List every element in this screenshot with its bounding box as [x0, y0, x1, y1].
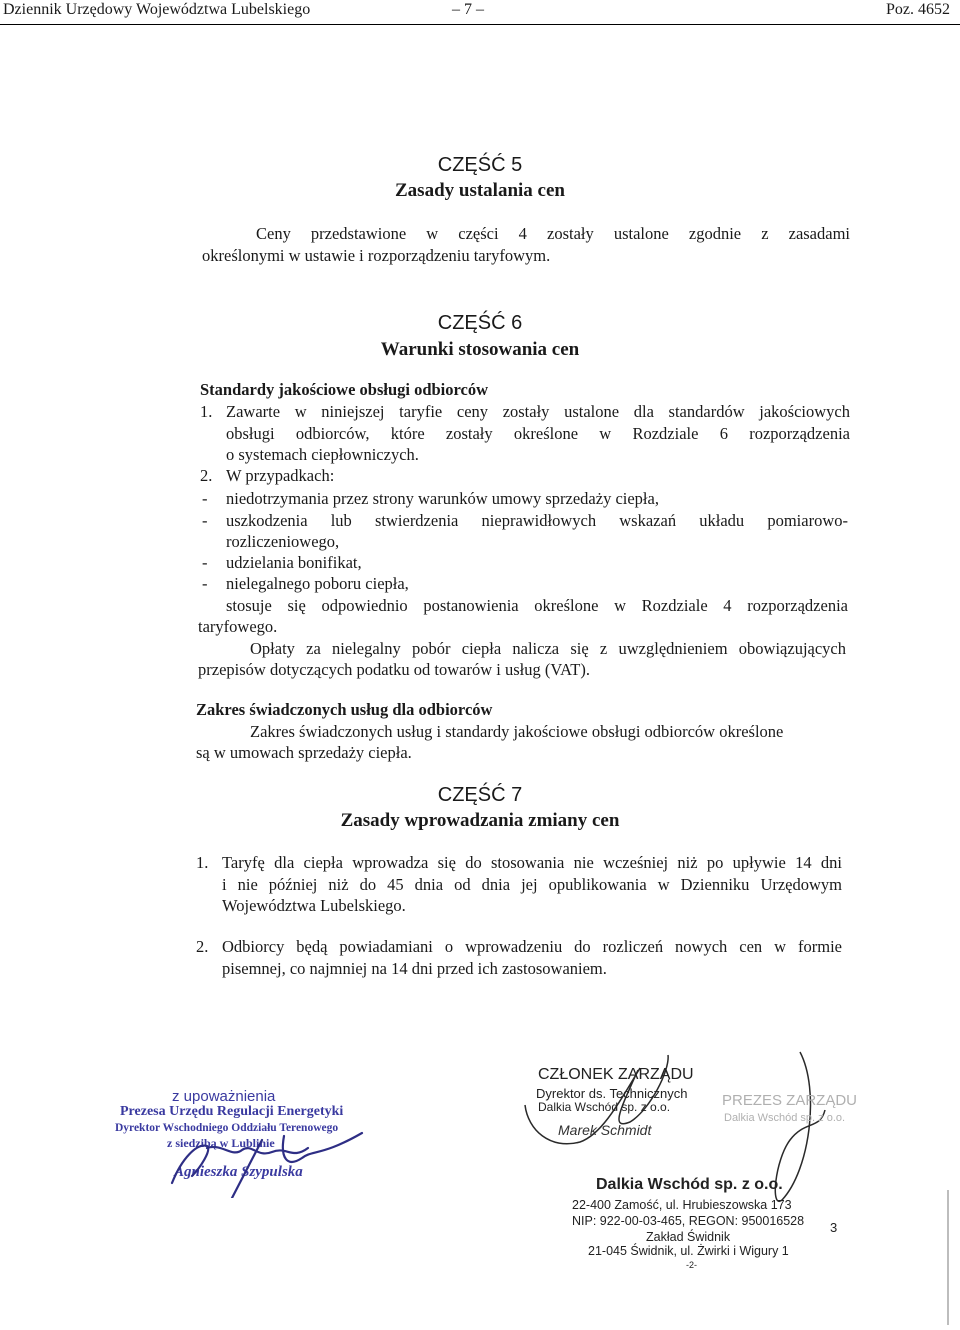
item-text-line: i nie później niż do 45 dnia od dnia jej opublikowania w Dzienniku Urzędowym	[222, 875, 842, 894]
stamp-line: z siedzibą w Lublinie	[167, 1136, 275, 1150]
item-text-line: Odbiorcy będą powiadamiani o wprowadzeniu do rozliczeń nowych cen w formie	[222, 937, 842, 956]
part6-subheading-standards: Standardy jakościowe obsługi odbiorców	[200, 380, 489, 399]
bullet-dash: -	[202, 489, 208, 508]
page-header	[0, 0, 960, 25]
journal-title: Dziennik Urzędowy Województwa Lubelskiego	[3, 1, 311, 18]
bullet-text: udzielania bonifikat,	[226, 553, 362, 572]
company-name: Dalkia Wschód sp. z o.o.	[596, 1176, 783, 1193]
item-text-line: Zawarte w niniejszej taryfie ceny zostały ustalone dla standardów jakościowych	[226, 402, 850, 421]
item-text-line: Województwa Lubelskiego.	[222, 896, 406, 915]
part5-number: CZĘŚĆ 5	[437, 154, 523, 176]
company-stamp	[520, 1050, 880, 1290]
part5-paragraph-line: Ceny przedstawione w części 4 zostały ustalone zgodnie z zasadami	[256, 224, 850, 243]
bullet-dash: -	[202, 553, 208, 572]
company-ids: NIP: 922-00-03-465, REGON: 950016528	[572, 1214, 805, 1228]
item-text-line: pisemnej, co najmniej na 14 dni przed ich zastosowaniem.	[222, 959, 607, 978]
stamp-company-small: Dalkia Wschód sp. z o.o.	[538, 1100, 671, 1114]
part6-title: Warunki stosowania cen	[380, 339, 580, 360]
stamp-line: Dyrektor Wschodniego Oddziału Terenowego	[115, 1122, 339, 1134]
item-text-line: obsługi odbiorców, które zostały określone w Rozdziale 6 rozporządzenia	[226, 424, 850, 443]
original-page-number: 3	[830, 1220, 838, 1235]
paragraph-line: przepisów dotyczących podatku od towarów i usług (VAT).	[198, 660, 590, 679]
stamp-title: Dyrektor ds. Technicznych	[536, 1086, 688, 1101]
item-number: 2.	[200, 466, 213, 485]
item-number: 1.	[196, 853, 209, 872]
faint-stamp-role: PREZES ZARZĄDU	[722, 1092, 858, 1109]
part7-title: Zasady wprowadzania zmiany cen	[340, 810, 620, 831]
stamp-role: CZŁONEK ZARZĄDU	[538, 1066, 694, 1083]
bullet-text: niedotrzymania przez strony warunków umowy sprzedaży ciepła,	[226, 489, 659, 508]
page-number: – 7 –	[452, 1, 484, 18]
item-number: 1.	[200, 402, 213, 421]
plant-name: Zakład Świdnik	[646, 1230, 731, 1244]
company-address: 22-400 Zamość, ul. Hrubieszowska 173	[572, 1198, 792, 1212]
stamp-signer-name: Marek Schmidt	[558, 1122, 652, 1138]
scan-edge-line	[947, 1190, 949, 1325]
part5-title: Zasady ustalania cen	[395, 180, 565, 201]
part6-number: CZĘŚĆ 6	[437, 312, 523, 334]
stamp-line: z upoważnienia	[172, 1088, 276, 1105]
bullet-dash: -	[202, 511, 208, 530]
plant-address: 21-045 Świdnik, ul. Żwirki i Wigury 1	[588, 1244, 789, 1258]
paragraph-line: stosuje się odpowiednio postanowienia określone w Rozdziale 4 rozporządzenia	[226, 596, 848, 615]
part5-paragraph-line: określonymi w ustawie i rozporządzeniu taryfowym.	[202, 246, 551, 265]
stamp-line: Prezesa Urzędu Regulacji Energetyki	[120, 1104, 344, 1119]
position-number: Poz. 4652	[886, 1, 950, 18]
bullet-dash: -	[202, 574, 208, 593]
faint-stamp-company: Dalkia Wschód sp. z o.o.	[724, 1112, 846, 1124]
item-number: 2.	[196, 937, 209, 956]
paragraph-line: Zakres świadczonych usług i standardy jakościowe obsługi odbiorców określone	[250, 722, 784, 741]
paragraph-line: są w umowach sprzedaży ciepła.	[196, 743, 412, 762]
part6-subheading-scope: Zakres świadczonych usług dla odbiorców	[196, 700, 493, 719]
paragraph-line: Opłaty za nielegalny pobór ciepła nalicza się z uwzględnieniem obowiązujących	[250, 639, 846, 658]
item-text-line: W przypadkach:	[226, 466, 335, 485]
handwritten-signature-left	[112, 1088, 372, 1198]
item-text-line: o systemach ciepłowniczych.	[226, 445, 419, 464]
bullet-text: rozliczeniowego,	[226, 532, 340, 551]
stamp-signer-name: Agnieszka Szypulska	[174, 1164, 303, 1180]
item-text-line: Taryfę dla ciepła wprowadza się do stosowania nie wcześniej niż po upływie 14 dni	[222, 853, 842, 872]
bullet-text: uszkodzenia lub stwierdzenia nieprawidłowych wskazań układu pomiarowo-	[226, 511, 848, 530]
bullet-text: nielegalnego poboru ciepła,	[226, 574, 409, 593]
paragraph-line: taryfowego.	[198, 617, 278, 636]
ure-stamp	[112, 1088, 372, 1198]
stamp-page-mark: -2-	[686, 1260, 697, 1270]
part7-number: CZĘŚĆ 7	[437, 784, 523, 806]
